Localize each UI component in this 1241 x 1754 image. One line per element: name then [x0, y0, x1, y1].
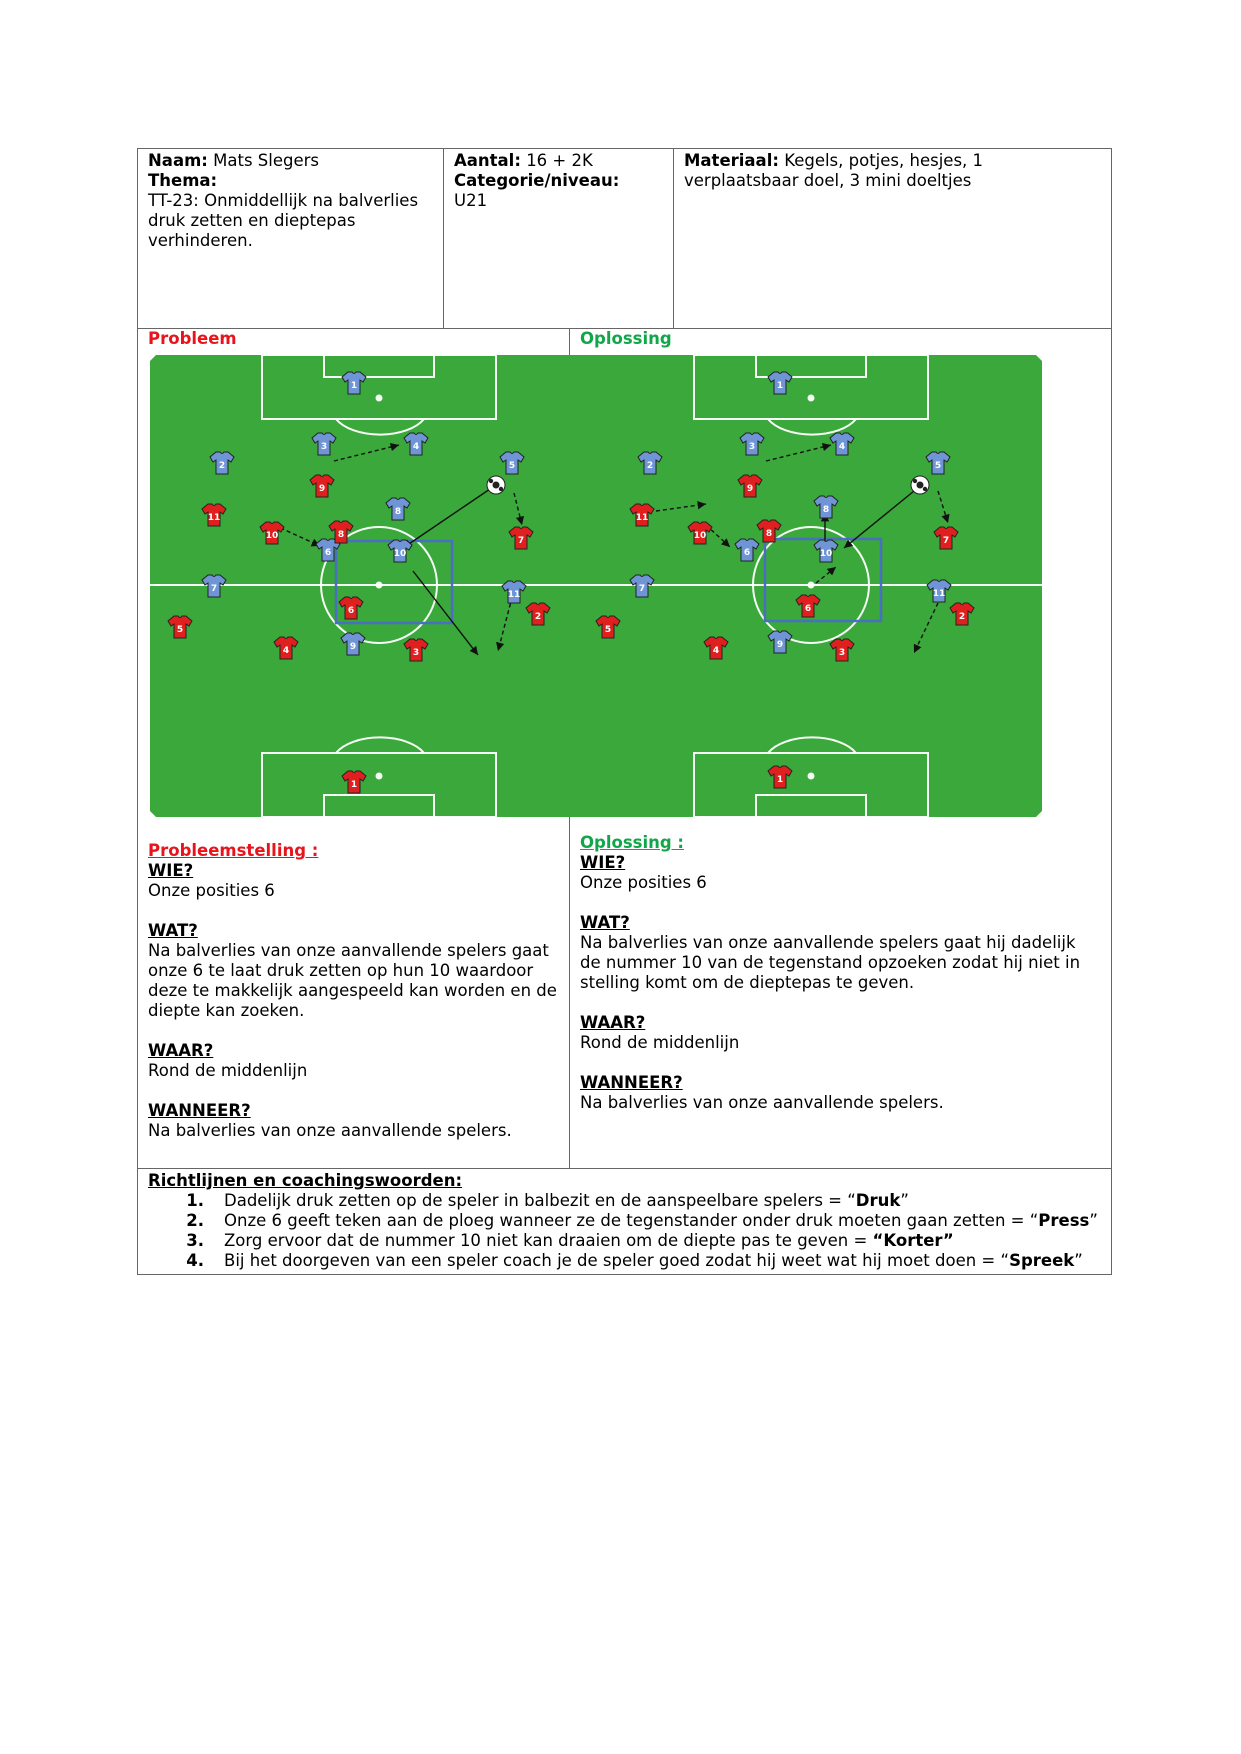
probleem-wat-a: Na balverlies van onze aanvallende spelers gaat onze 6 te laat druk zetten op hun 10 waardoor deze te makkelijk aangespeeld kan worden en de diepte kan zoeken. [148, 941, 557, 1020]
richtlijn-body: Bij het doorgeven van een speler coach je de speler goed zodat hij weet wat hij moet doen = “ [224, 1251, 1010, 1270]
oplossing-title: Oplossing [580, 329, 672, 348]
top-penalty-spot [808, 395, 815, 402]
jersey-number: 2 [958, 612, 966, 622]
probleem-cell [138, 329, 570, 1169]
naam-label: Naam: [148, 151, 208, 170]
jersey-number: 6 [804, 604, 812, 614]
richtlijnen-list [148, 1191, 1101, 1271]
header-row [138, 149, 1112, 329]
jersey-number: 9 [776, 640, 784, 650]
materiaal-cell [674, 149, 1112, 329]
jersey-number: 3 [320, 442, 328, 452]
jersey-number: 1 [776, 775, 784, 785]
jersey-number: 1 [776, 381, 784, 391]
probleem-waar-a: Rond de middenlijn [148, 1061, 308, 1080]
top-penalty-spot [376, 395, 383, 402]
oplossing-wanneer-q: WANNEER? [580, 1073, 683, 1092]
jersey-number: 8 [822, 505, 830, 515]
richtlijn-end: ” [1089, 1211, 1098, 1230]
oplossing-wie-a: Onze posities 6 [580, 873, 707, 892]
jersey-number: 11 [207, 513, 221, 523]
jersey-number: 6 [347, 606, 355, 616]
richtlijnen-title: Richtlijnen en coachingswoorden: [148, 1171, 463, 1190]
jersey-number: 4 [838, 442, 846, 452]
richtlijnen-cell [138, 1169, 1112, 1275]
jersey-number: 10 [819, 549, 833, 559]
jersey-number: 5 [934, 461, 942, 471]
oplossing-wanneer-a: Na balverlies van onze aanvallende spelers. [580, 1093, 944, 1112]
jersey-number: 4 [412, 442, 420, 452]
jersey-number: 11 [932, 589, 946, 599]
jersey-number: 3 [838, 648, 846, 658]
jersey-number: 8 [765, 529, 773, 539]
ball-icon [487, 476, 505, 494]
richtlijn-num: 2. [186, 1211, 204, 1230]
richtlijn-end: ” [900, 1191, 909, 1210]
aantal-value: 16 + 2K [526, 151, 593, 170]
jersey-number: 2 [218, 461, 226, 471]
jersey-number: 7 [210, 584, 218, 594]
bottom-penalty-spot [808, 773, 815, 780]
oplossing-heading: Oplossing : [580, 833, 685, 852]
jersey-number: 10 [693, 531, 707, 541]
thema-label: Thema: [148, 171, 218, 190]
categorie-label: Categorie/niveau: [454, 171, 620, 190]
jersey-number: 6 [324, 548, 332, 558]
richtlijn-num: 1. [186, 1191, 204, 1210]
naam-value: Mats Slegers [213, 151, 319, 170]
jersey-number: 8 [337, 530, 345, 540]
analysis-row [138, 329, 1112, 1169]
richtlijn-item [148, 1191, 1101, 1211]
probleem-title: Probleem [148, 329, 237, 348]
probleem-wie-a: Onze posities 6 [148, 881, 275, 900]
ball-icon [911, 476, 929, 494]
jersey-number: 9 [746, 484, 754, 494]
oplossing-waar-q: WAAR? [580, 1013, 646, 1032]
probleem-pitch [148, 353, 612, 821]
richtlijn-body: Onze 6 geeft teken aan de ploeg wanneer ze de tegenstander onder druk moeten gaan zetten = “ [224, 1211, 1039, 1230]
jersey-number: 5 [604, 625, 612, 635]
jersey-number: 11 [507, 590, 521, 600]
oplossing-wat-q: WAT? [580, 913, 630, 932]
jersey-number: 1 [350, 381, 358, 391]
probleem-wanneer-q: WANNEER? [148, 1101, 251, 1120]
jersey-number: 7 [638, 584, 646, 594]
richtlijn-keyword: Druk [855, 1191, 901, 1210]
jersey-number: 2 [534, 612, 542, 622]
oplossing-pitch-diagram [580, 353, 1044, 821]
jersey-number: 5 [508, 461, 516, 471]
probleem-wanneer-a: Na balverlies van onze aanvallende spelers. [148, 1121, 512, 1140]
richtlijn-text [224, 1191, 1101, 1211]
jersey-number: 2 [646, 461, 654, 471]
session-table [137, 148, 1112, 1275]
centre-spot [376, 582, 383, 589]
aantal-cell [444, 149, 674, 329]
thema-value: TT-23: Onmiddellijk na balverlies druk zetten en dieptepas verhinderen. [148, 191, 419, 250]
oplossing-pitch [580, 353, 1044, 821]
richtlijn-num: 3. [186, 1231, 204, 1250]
richtlijn-body: Dadelijk druk zetten op de speler in balbezit en de aanspeelbare spelers = “ [224, 1191, 856, 1210]
oplossing-waar-a: Rond de middenlijn [580, 1033, 740, 1052]
bottom-penalty-spot [376, 773, 383, 780]
jersey-number: 4 [282, 646, 290, 656]
session-sheet [137, 148, 1111, 1275]
jersey-number: 9 [318, 484, 326, 494]
richtlijn-item [148, 1211, 1101, 1231]
jersey-number: 7 [517, 536, 525, 546]
oplossing-cell [570, 329, 1112, 1169]
jersey-number: 4 [712, 646, 720, 656]
jersey-number: 10 [393, 549, 407, 559]
richtlijn-keyword: Spreek [1009, 1251, 1075, 1270]
richtlijn-keyword: “Korter” [872, 1231, 954, 1250]
richtlijn-text [224, 1231, 1101, 1251]
probleem-pitch-diagram [148, 353, 612, 821]
jersey-number: 8 [394, 507, 402, 517]
richtlijn-item [148, 1231, 1101, 1251]
oplossing-wat-a: Na balverlies van onze aanvallende spelers gaat hij dadelijk de nummer 10 van de tegenstand opzoeken zodat hij niet in stelling komt om de dieptepas te geven. [580, 933, 1081, 992]
centre-spot [808, 582, 815, 589]
richtlijnen-row [138, 1169, 1112, 1275]
aantal-label: Aantal: [454, 151, 521, 170]
richtlijn-num: 4. [186, 1251, 204, 1270]
richtlijn-text [224, 1251, 1101, 1271]
jersey-number: 6 [743, 548, 751, 558]
jersey-number: 7 [942, 536, 950, 546]
jersey-number: 3 [412, 648, 420, 658]
probleem-wie-q: WIE? [148, 861, 194, 880]
jersey-number: 9 [349, 642, 357, 652]
jersey-number: 11 [635, 513, 649, 523]
naam-cell [138, 149, 444, 329]
probleem-heading: Probleemstelling : [148, 841, 319, 860]
jersey-number: 10 [265, 531, 279, 541]
richtlijn-end: ” [1074, 1251, 1083, 1270]
richtlijn-keyword: Press [1038, 1211, 1090, 1230]
materiaal-value: Kegels, potjes, hesjes, 1 verplaatsbaar doel, 3 mini doeltjes [684, 151, 984, 190]
jersey-number: 5 [176, 625, 184, 635]
categorie-value: U21 [454, 191, 488, 210]
jersey-number: 3 [748, 442, 756, 452]
richtlijn-body: Zorg ervoor dat de nummer 10 niet kan draaien om de diepte pas te geven = [224, 1231, 873, 1250]
probleem-waar-q: WAAR? [148, 1041, 214, 1060]
oplossing-wie-q: WIE? [580, 853, 626, 872]
jersey-number: 1 [350, 780, 358, 790]
probleem-wat-q: WAT? [148, 921, 198, 940]
richtlijn-text [224, 1211, 1101, 1231]
materiaal-label: Materiaal: [684, 151, 779, 170]
richtlijn-item [148, 1251, 1101, 1271]
